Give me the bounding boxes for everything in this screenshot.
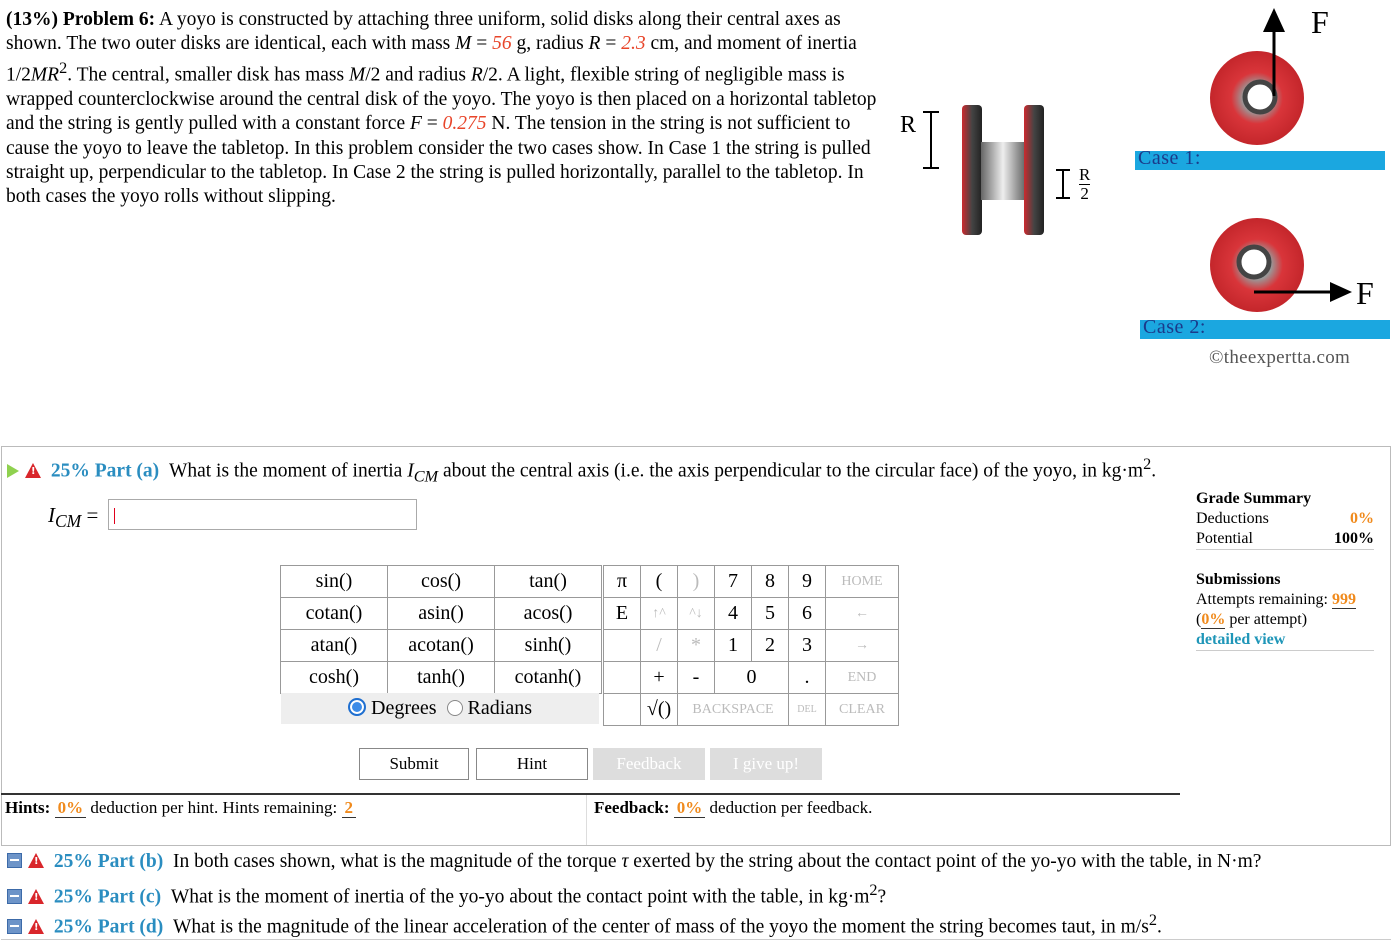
eq: = xyxy=(421,113,443,135)
numeric-keypad xyxy=(603,565,899,726)
key-blank xyxy=(604,662,641,694)
detailed-view-link[interactable]: detailed view xyxy=(1196,631,1286,648)
radians-radio[interactable] xyxy=(447,700,463,716)
problem-label: Problem 6: xyxy=(62,9,156,30)
problem-statement: (13%) Problem 6: A yoyo is constructed by attaching three uniform, solid disks along their central axes as shown. The two outer disks are identical, each with mass M = 56 g, radius R = 2.3 cm, and moment of inertia $1/2MR^2$. The central, smaller disk has mass M/2 and radius R/2. A light, flexible string of negligible mass is wrapped counterclockwise around the central disk of the yoyo. The yoyo is then placed on a horizontal tabletop and the string is gently pulled with a constant force F = 0.275 N. The tension in the string is not sufficient to cause the yoyo to leave the tabletop. In this problem consider the two cases show. In Case 1 the string is pulled straight up, perpendicular to the tabletop. In Case 2 the string is pulled horizontally, parallel to the tabletop. In both cases the yoyo rolls without slipping. xyxy=(6,9,877,207)
problem-text: /2. A light, flexible string of negligible mass is wrapped counterclockwise around the central disk of the yoyo. The yoyo is then placed on a horizontal tabletop and the string is gently pulled with a constant force xyxy=(6,64,877,135)
key-clear[interactable]: CLEAR xyxy=(826,694,899,726)
part-c-question: ? xyxy=(877,886,887,908)
feedback-text: deduction per feedback. xyxy=(705,798,873,817)
problem-text: . The central, smaller disk has mass xyxy=(67,64,349,86)
label-R: R xyxy=(900,112,917,138)
collapse-icon[interactable] xyxy=(7,853,22,868)
key-sinh[interactable]: sinh() xyxy=(495,630,602,662)
feedback-info xyxy=(594,798,872,818)
key-multiply[interactable]: * xyxy=(678,630,715,662)
key-home[interactable]: HOME xyxy=(826,566,899,598)
key-acos[interactable]: acos() xyxy=(495,598,602,630)
degrees-label: Degrees xyxy=(371,697,437,719)
part-b-question: exerted by the string about the contact point of the yo-yo with the table, in N·m? xyxy=(628,851,1262,872)
sup: 2 xyxy=(869,881,878,899)
key-right[interactable]: → xyxy=(826,630,899,662)
key-7[interactable]: 7 xyxy=(715,566,752,598)
deductions-value: 0% xyxy=(1350,510,1374,527)
key-cotan[interactable]: cotan() xyxy=(281,598,388,630)
radius-symbol: R xyxy=(588,33,601,55)
key-up[interactable]: ↑^ xyxy=(641,598,678,630)
grade-summary xyxy=(1196,489,1374,651)
hint-deduction: 0% xyxy=(55,798,87,818)
key-minus[interactable]: - xyxy=(678,662,715,694)
key-e[interactable]: E xyxy=(604,598,641,630)
key-atan[interactable]: atan() xyxy=(281,630,388,662)
function-keypad xyxy=(280,565,602,694)
part-d-question: . xyxy=(1156,916,1162,938)
per-close: per attempt) xyxy=(1225,611,1308,628)
key-3[interactable]: 3 xyxy=(789,630,826,662)
key-tan[interactable]: tan() xyxy=(495,566,602,598)
part-d-question: What is the magnitude of the linear acceleration of the center of mass of the yoyo the moment the string becomes taut, in m/s xyxy=(173,916,1149,938)
mr-symbol: MR xyxy=(30,64,60,86)
submissions-title: Submissions xyxy=(1196,571,1281,588)
tau-symbol: τ xyxy=(621,851,629,872)
key-6[interactable]: 6 xyxy=(789,598,826,630)
key-4[interactable]: 4 xyxy=(715,598,752,630)
key-down[interactable]: ^↓ xyxy=(678,598,715,630)
part-d-pct: 25% Part (d) xyxy=(53,916,164,938)
text-caret xyxy=(114,508,115,524)
key-open-paren[interactable]: ( xyxy=(641,566,678,598)
give-up-button[interactable]: I give up! xyxy=(710,748,822,780)
key-cotanh[interactable]: cotanh() xyxy=(495,662,602,694)
case2-label: Case 2: xyxy=(1143,316,1206,338)
part-a-end: . xyxy=(1151,460,1157,482)
attempts-label: Attempts remaining: xyxy=(1196,591,1332,608)
deductions-label: Deductions xyxy=(1196,510,1269,527)
mass-symbol: M xyxy=(455,33,472,55)
problem-text: g, radius xyxy=(511,33,589,55)
key-end[interactable]: END xyxy=(826,662,899,694)
angle-mode xyxy=(281,693,599,724)
collapse-icon[interactable] xyxy=(7,889,22,904)
label-F1: F xyxy=(1311,4,1329,40)
mass-symbol: M xyxy=(348,64,366,86)
answer-label-sym: I xyxy=(48,503,55,527)
key-5[interactable]: 5 xyxy=(752,598,789,630)
key-plus[interactable]: + xyxy=(641,662,678,694)
key-blank xyxy=(604,630,641,662)
radians-label: Radians xyxy=(467,697,532,719)
yoyo-figure xyxy=(890,0,1400,380)
warning-icon xyxy=(28,853,44,868)
icm-symbol: I xyxy=(407,460,414,482)
force-symbol: F xyxy=(410,113,422,135)
key-cos[interactable]: cos() xyxy=(388,566,495,598)
label-R-half-num: R xyxy=(1079,165,1091,184)
hints-text: deduction per hint. Hints remaining: xyxy=(86,798,342,817)
part-a-header xyxy=(7,455,1156,486)
degrees-radio[interactable] xyxy=(348,698,366,716)
key-8[interactable]: 8 xyxy=(752,566,789,598)
key-close-paren[interactable]: ) xyxy=(678,566,715,598)
problem-weight: (13%) xyxy=(6,9,58,30)
key-2[interactable]: 2 xyxy=(752,630,789,662)
outer-disk xyxy=(1024,105,1044,235)
part-b-question: In both cases shown, what is the magnitude of the torque xyxy=(173,851,622,872)
key-acotan[interactable]: acotan() xyxy=(388,630,495,662)
key-sqrt[interactable]: √() xyxy=(641,694,678,726)
hints-remaining: 2 xyxy=(342,798,357,818)
key-cosh[interactable]: cosh() xyxy=(281,662,388,694)
key-dot[interactable]: . xyxy=(789,662,826,694)
sup: 2 xyxy=(1143,455,1152,473)
label-R-half-den: 2 xyxy=(1080,184,1089,203)
per-attempt-pct: 0% xyxy=(1201,611,1226,628)
hint-button[interactable]: Hint xyxy=(476,748,588,780)
problem-text: N. The tension in the string is not sufficient to cause the yoyo to leave the tabletop. In this problem consider the two cases show. In Case 1 the string is pulled straight up, perpendicular to the tabletop. In Case 2 the string is pulled horizontally, parallel to the tabletop. In both cases the yoyo rolls without slipping. xyxy=(6,113,871,207)
answer-label-sub: CM xyxy=(55,511,82,532)
part-b-header[interactable] xyxy=(7,851,1261,873)
eq: = xyxy=(600,33,622,55)
attempts-value: 999 xyxy=(1331,591,1356,608)
icm-sub: CM xyxy=(413,467,439,486)
label-R-half xyxy=(1079,166,1090,203)
potential-label: Potential xyxy=(1196,530,1253,547)
key-left[interactable]: ← xyxy=(826,598,899,630)
key-9[interactable]: 9 xyxy=(789,566,826,598)
feedback-label: Feedback: xyxy=(594,798,670,817)
expand-arrow-icon[interactable] xyxy=(7,464,19,478)
answer-eq: = xyxy=(81,503,99,527)
hints-label: Hints: xyxy=(5,798,51,817)
potential-value: 100% xyxy=(1334,530,1374,547)
outer-disk xyxy=(962,105,982,235)
feedback-button[interactable]: Feedback xyxy=(593,748,705,780)
central-disk xyxy=(981,142,1025,200)
part-c-question: What is the moment of inertia of the yo-yo about the contact point with the table, in kg·m xyxy=(170,886,870,908)
feedback-deduction: 0% xyxy=(674,798,706,818)
submit-button[interactable]: Submit xyxy=(359,748,469,780)
grade-title: Grade Summary xyxy=(1196,490,1312,507)
part-c-header[interactable] xyxy=(7,881,886,909)
problem-text: /2 and radius xyxy=(365,64,471,86)
key-1[interactable]: 1 xyxy=(715,630,752,662)
key-0[interactable]: 0 xyxy=(715,662,789,694)
warning-icon xyxy=(28,889,44,904)
warning-icon xyxy=(25,463,41,478)
key-backspace[interactable]: BACKSPACE xyxy=(678,694,789,726)
answer-input[interactable] xyxy=(108,499,417,530)
key-blank xyxy=(604,694,641,726)
force-value: 0.275 xyxy=(442,113,487,135)
key-sin[interactable]: sin() xyxy=(281,566,388,598)
divider xyxy=(586,795,587,845)
part-a-pct: 25% Part (a) xyxy=(50,460,160,482)
part-c-pct: 25% Part (c) xyxy=(53,886,162,908)
hints-info xyxy=(5,798,356,818)
warning-icon xyxy=(28,919,44,934)
eq: = xyxy=(471,33,493,55)
collapse-icon[interactable] xyxy=(7,919,22,934)
radius-value: 2.3 xyxy=(621,33,646,55)
part-d-header[interactable] xyxy=(7,911,1162,939)
problem-text: A yoyo is constructed by attaching three uniform, solid disks along their central axes as shown. The two outer disks are identical, each with mass xyxy=(6,9,841,55)
key-tanh[interactable]: tanh() xyxy=(388,662,495,694)
sup: 2 xyxy=(1148,911,1157,929)
per-open: ( xyxy=(1196,611,1202,628)
key-pi[interactable]: π xyxy=(604,566,641,598)
problem-text: cm, and moment of inertia 1/2 xyxy=(6,33,857,86)
mass-value: 56 xyxy=(492,33,512,55)
part-a-question: about the central axis (i.e. the axis perpendicular to the circular face) of the yoyo, in kg·m xyxy=(438,460,1144,482)
label-F2: F xyxy=(1356,275,1374,311)
case1-label: Case 1: xyxy=(1138,147,1201,169)
part-b-pct: 25% Part (b) xyxy=(53,851,164,872)
key-del[interactable]: DEL xyxy=(789,694,826,726)
answer-label xyxy=(48,503,98,532)
divider xyxy=(1,939,1391,940)
copyright: ©theexpertta.com xyxy=(1209,347,1351,368)
radius-symbol: R xyxy=(470,64,483,86)
part-a-question: What is the moment of inertia xyxy=(168,460,408,482)
divider xyxy=(1,793,1180,795)
key-asin[interactable]: asin() xyxy=(388,598,495,630)
key-divide[interactable]: / xyxy=(641,630,678,662)
